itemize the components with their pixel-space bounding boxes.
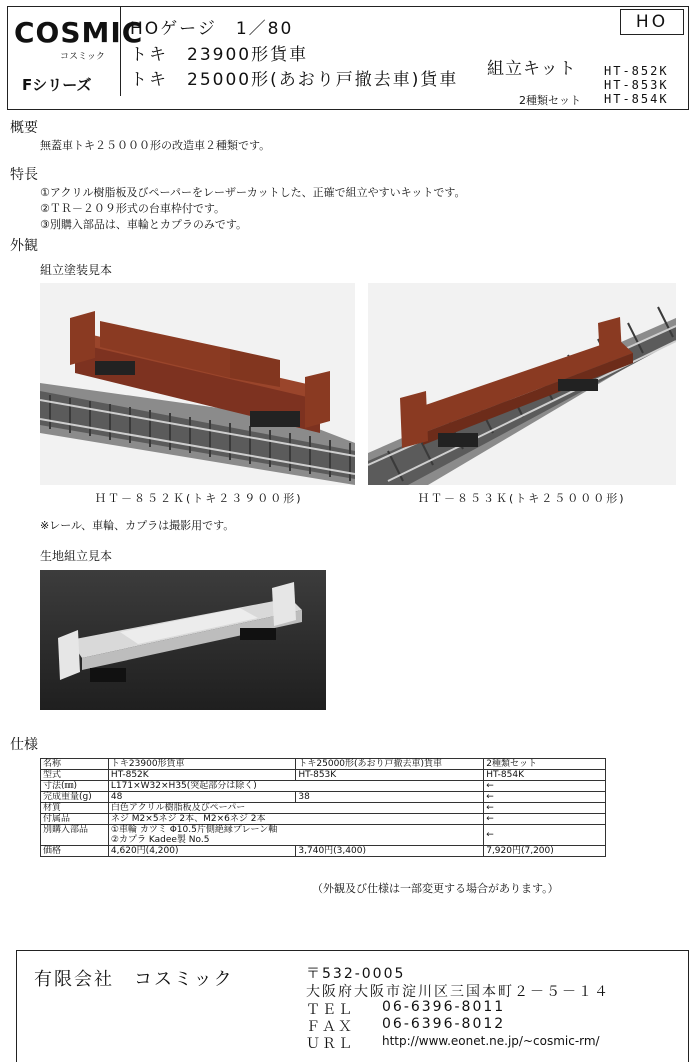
fax-number: 06-6396-8012 [382, 1016, 506, 1032]
spec-cell: ②カプラ Kadee製 No.5 [108, 835, 483, 846]
code-853: HT-853K [604, 78, 669, 92]
fax-label: ＦＡＸ [306, 1019, 354, 1035]
tel-label: ＴＥＬ [306, 1002, 354, 1018]
spec-cell: 型式 [41, 770, 109, 781]
url-label: ＵＲＬ [306, 1036, 354, 1052]
spec-cell: L171×W32×H35(突起部分は除く) [108, 781, 483, 792]
spec-cell: HT-854K [484, 770, 606, 781]
overview-heading: 概要 [10, 120, 38, 136]
brand-logo: COSMIC [14, 16, 144, 49]
spec-cell: 7,920円(7,200) [484, 846, 606, 857]
address: 大阪府大阪市淀川区三国本町２－５－１４ [306, 984, 610, 1000]
spec-note: （外観及び仕様は一部変更する場合があります。） [312, 882, 559, 895]
spec-cell: ← [484, 803, 606, 814]
photo-raw-kit [40, 570, 326, 710]
gauge-scale: HOゲージ 1／80 [130, 19, 294, 39]
spec-cell: 価格 [41, 846, 109, 857]
table-row [41, 803, 606, 814]
code-854: HT-854K [604, 92, 669, 106]
appearance-heading: 外観 [10, 238, 38, 254]
table-row [41, 759, 606, 770]
set-label: 2種類セット [519, 94, 581, 107]
feature-item: ③別購入部品は、車輪とカプラのみです。 [40, 218, 247, 231]
spec-cell: 別購入部品 [41, 825, 109, 846]
spec-cell: ← [484, 781, 606, 792]
table-row [41, 846, 606, 857]
spec-cell: 名称 [41, 759, 109, 770]
spec-cell: 2種類セット [484, 759, 606, 770]
title-line-1: トキ 23900形貨車 [130, 45, 309, 65]
feature-item: ②ＴＲ－２０９形式の台車枠付です。 [40, 202, 225, 215]
spec-cell: HT-853K [296, 770, 484, 781]
spec-cell: 48 [108, 792, 295, 803]
table-row [41, 814, 606, 825]
spec-cell: 3,740円(3,400) [296, 846, 484, 857]
overview-text: 無蓋車トキ２５０００形の改造車２種類です。 [40, 139, 271, 152]
logo-box [8, 6, 144, 96]
series-label: Fシリーズ [22, 76, 92, 94]
spec-cell: 4,620円(4,200) [108, 846, 295, 857]
caption-852: ＨＴ－８５２Ｋ(トキ２３９００形) [95, 492, 303, 505]
spec-cell: ネジ M2×5ネジ 2本、M2×6ネジ 2本 [108, 814, 483, 825]
spec-cell: HT-852K [108, 770, 295, 781]
spec-cell: 白色アクリル樹脂板及びペーパー [108, 803, 483, 814]
painted-sample-label: 組立塗装見本 [40, 263, 113, 277]
postal-code: 〒532-0005 [306, 966, 406, 982]
spec-cell: トキ25000形(あおり戸撤去車)貨車 [296, 759, 484, 770]
spec-cell: 完成重量(g) [41, 792, 109, 803]
brand-logo-sub: コスミック [60, 52, 105, 62]
table-row [41, 781, 606, 792]
table-row [41, 770, 606, 781]
features-heading: 特長 [10, 167, 38, 183]
spec-cell: 材質 [41, 803, 109, 814]
kit-label: 組立キット [487, 59, 577, 79]
spec-table [40, 758, 606, 857]
feature-item: ①アクリル樹脂板及びペーパーをレーザーカットした、正確で組立やすいキットです。 [40, 186, 466, 199]
spec-cell: ← [484, 814, 606, 825]
raw-sample-label: 生地組立見本 [40, 549, 113, 563]
table-row [41, 792, 606, 803]
spec-cell: 寸法(㎜) [41, 781, 109, 792]
spec-cell: 付属品 [41, 814, 109, 825]
raw-kit-illustration [40, 570, 326, 710]
table-row [41, 825, 606, 836]
photo-toki-25000 [368, 283, 676, 485]
website-link[interactable]: http://www.eonet.ne.jp/~cosmic-rm/ [382, 1034, 600, 1048]
spec-cell: ← [484, 825, 606, 846]
spec-cell: トキ23900形貨車 [108, 759, 295, 770]
spec-cell: ← [484, 792, 606, 803]
photo-toki-23900 [40, 283, 355, 485]
company-name: 有限会社 コスミック [34, 969, 234, 990]
spec-cell: 38 [296, 792, 484, 803]
code-852: HT-852K [604, 64, 669, 78]
toki-25000-illustration [368, 283, 676, 485]
ho-badge: HO [620, 9, 684, 35]
spec-cell: ①車輪 カツミ Φ10.5片側絶縁プレーン軸 [108, 825, 483, 836]
photo-note: ※レール、車輪、カプラは撮影用です。 [40, 519, 235, 532]
tel-number: 06-6396-8011 [382, 999, 506, 1015]
spec-heading: 仕様 [10, 737, 38, 753]
toki-23900-illustration [40, 283, 355, 485]
title-line-2: トキ 25000形(あおり戸撤去車)貨車 [130, 70, 459, 90]
caption-853: ＨＴ－８５３Ｋ(トキ２５０００形) [418, 492, 626, 505]
